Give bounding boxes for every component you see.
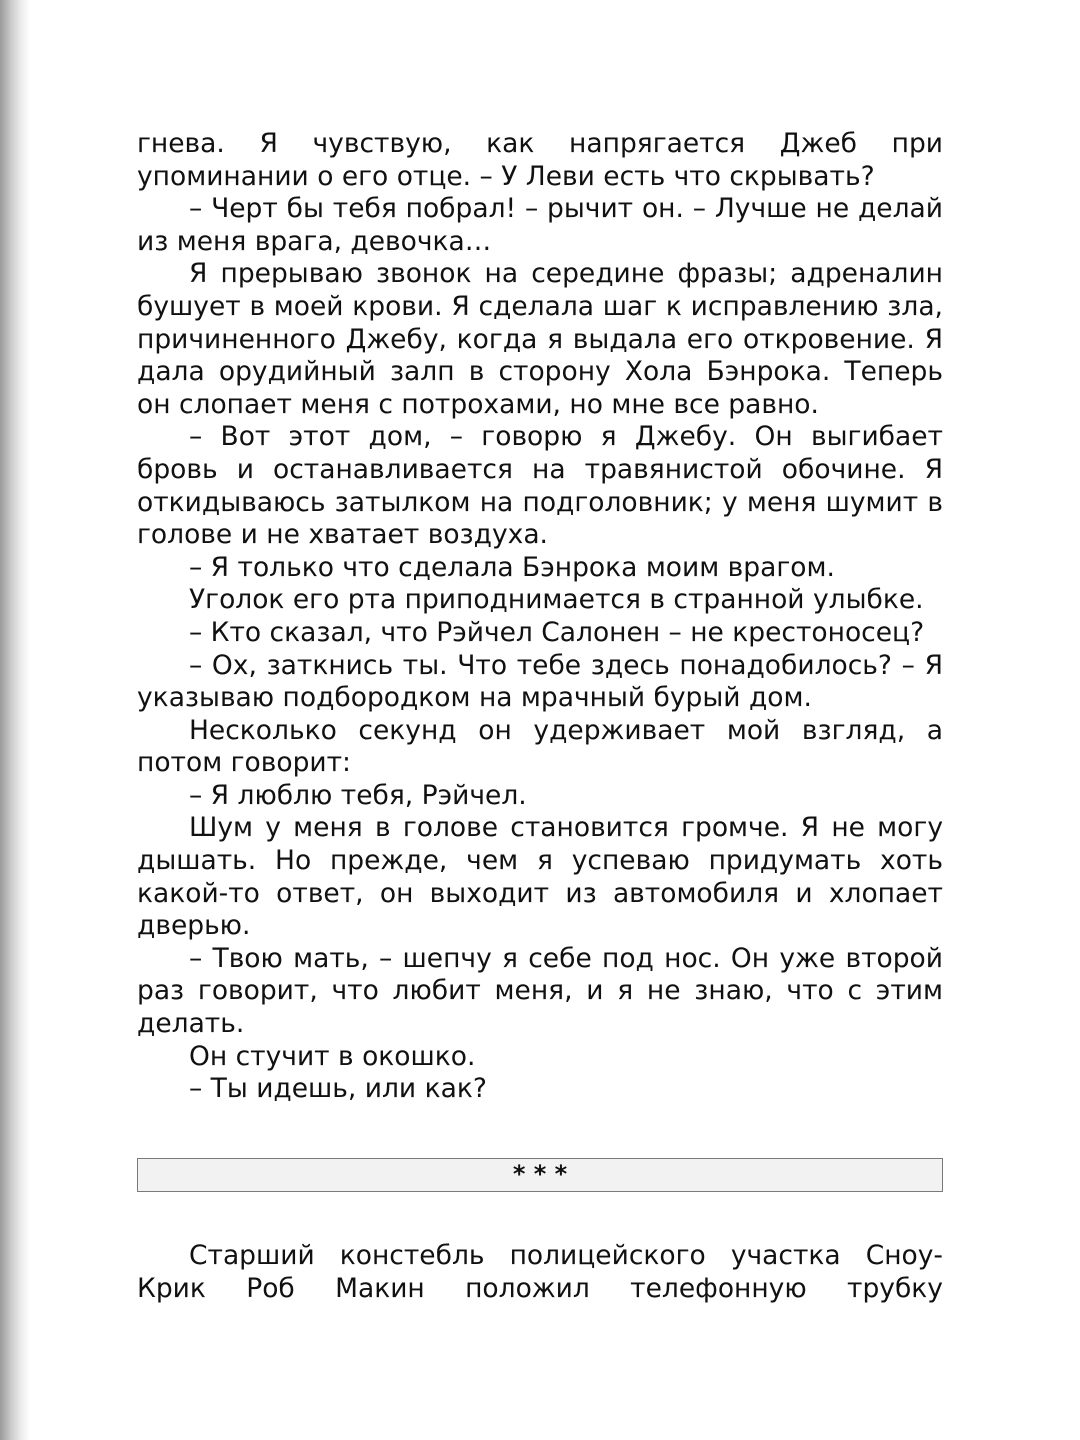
page-spine-shadow bbox=[0, 0, 30, 1440]
paragraph-10: – Я люблю тебя, Рэйчел. bbox=[189, 779, 527, 811]
paragraph-2: – Черт бы тебя побрал! – рычит он. – Лучше не делай из меня врага, девочка… bbox=[137, 193, 943, 257]
paragraph-5: – Я только что сделала Бэнрока моим врагом. bbox=[189, 551, 835, 583]
paragraph-12: – Твою мать, – шепчу я себе под нос. Он уже второй раз говорит, что любит меня, и я не знаю, что с этим делать. bbox=[137, 942, 943, 1040]
paragraph-8: – Ох, заткнись ты. Что тебе здесь понадобилось? – Я указываю подбородком на мрачный бурый дом. bbox=[137, 649, 943, 714]
paragraph-7: – Кто сказал, что Рэйчел Салонен – не крестоносец? bbox=[189, 616, 925, 648]
paragraph-14: – Ты идешь, или как? bbox=[189, 1073, 487, 1105]
next-section-text bbox=[137, 1240, 943, 1305]
paragraph-13: Он стучит в окошко. bbox=[189, 1040, 476, 1072]
section-separator: * * * bbox=[137, 1158, 943, 1192]
paragraph-6: Уголок его рта приподнимается в странной улыбке. bbox=[189, 584, 924, 616]
next-section-paragraph: Старший констебль полицейского участка Сноу-Крик Роб Макин положил телефонную трубку bbox=[137, 1240, 943, 1304]
paragraph-4: – Вот этот дом, – говорю я Джебу. Он выгибает бровь и останавливается на травянистой обочине. Я откидываюсь затылком на подголовник; у меня шумит в голове и не хватает воздуха. bbox=[137, 421, 943, 551]
paragraph-3: Я прерываю звонок на середине фразы; адреналин бушует в моей крови. Я сделала шаг к исправлению зла, причиненного Джебу, когда я выдала его откровение. Я дала орудийный залп в сторону Хола Бэнрока. Теперь он слопает меня с потрохами, но мне все равно. bbox=[137, 258, 943, 420]
chapter-text bbox=[137, 128, 943, 1106]
paragraph-1: гнева. Я чувствую, как напрягается Джеб при упоминании о его отце. – У Леви есть что скрывать? bbox=[137, 128, 943, 192]
paragraph-9: Несколько секунд он удерживает мой взгляд, а потом говорит: bbox=[137, 714, 943, 779]
paragraph-11: Шум у меня в голове становится громче. Я не могу дышать. Но прежде, чем я успеваю придумать хоть какой-то ответ, он выходит из автомобиля и хлопает дверью. bbox=[137, 812, 943, 942]
